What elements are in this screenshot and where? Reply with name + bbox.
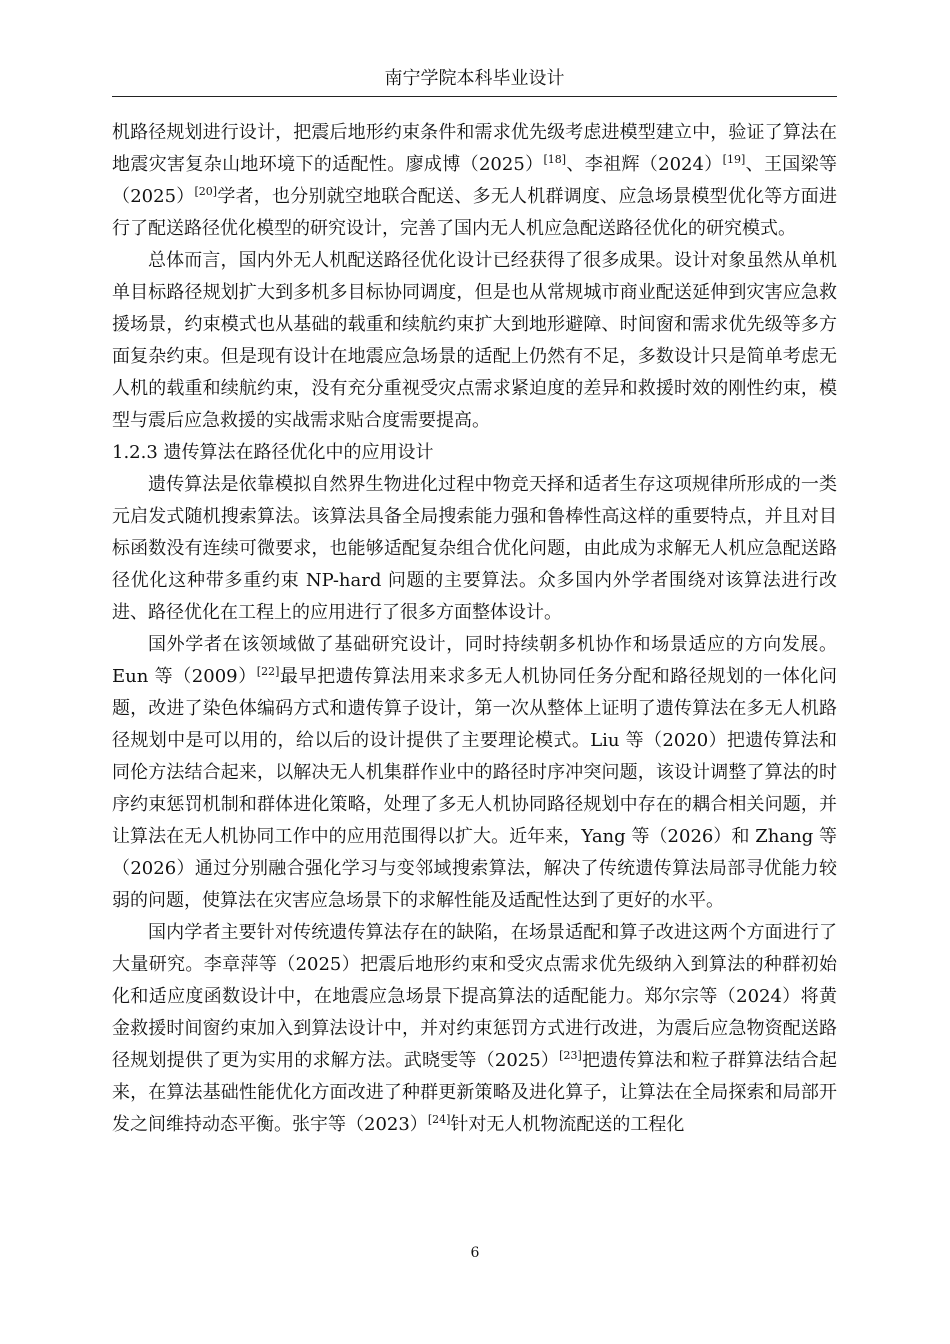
page-header: 南宁学院本科毕业设计 — [384, 68, 565, 89]
body-paragraph — [112, 245, 837, 437]
text-run: 总体而言，国内外无人机配送路径优化设计已经获得了很多成果。设计对象虽然从单机单目标路径规划扩大到多机多目标协同调度，但是也从常规城市商业配送延伸到灾害应急救援场景，约束模式也从基础的载重和续航约束扩大到地形避障、时间窗和需求优先级等多方面复杂约束。但是现有设计在地震应急场景的适配上仍然有不足，多数设计只是简单考虑无人机的载重和续航约束，没有充分重视受灾点需求紧迫度的差异和救援时效的刚性约束，模型与震后应急救援的实战需求贴合度需要提高。 — [112, 250, 837, 431]
text-run: 、李祖辉（2024） — [566, 154, 723, 175]
text-run: 学者，也分别就空地联合配送、多无人机群调度、应急场景模型优化等方面进行了配送路径优化模型的研究设计，完善了国内无人机应急配送路径优化的研究模式。 — [112, 186, 838, 239]
body-paragraph — [112, 469, 837, 629]
body-paragraph — [112, 117, 837, 245]
text-run: 针对无人机物流配送的工程化 — [450, 1114, 685, 1135]
text-run: 国外学者在该领域做了基础研究设计，同时持续朝多机协作和场景适应的方向发展。Eun 等（2009） — [112, 634, 837, 687]
header-rule — [112, 96, 837, 97]
citation-reference: [23] — [559, 1049, 582, 1062]
document-body — [112, 117, 837, 1141]
citation-reference: [24] — [427, 1113, 451, 1126]
citation-reference: [18] — [543, 153, 567, 166]
body-paragraph — [112, 917, 837, 1141]
citation-reference: [20] — [194, 185, 218, 198]
citation-reference: [19] — [722, 153, 746, 166]
text-run: 最早把遗传算法用来求多无人机协同任务分配和路径规划的一体化问题，改进了染色体编码方式和遗传算子设计，第一次从整体上证明了遗传算法在多无人机路径规划中是可以用的，给以后的设计提供了主要理论模式。Liu 等（2020）把遗传算法和同伦方法结合起来，以解决无人机集群作业中的路径时序冲突问题，该设计调整了算法的时序约束惩罚机制和群体进化策略，处理了多无人机协同路径规划中存在的耦合相关问题，并让算法在无人机协同工作中的应用范围得以扩大。近年来，Yang 等（2026）和 Zhang 等（2026）通过分别融合强化学习与变邻域搜索算法，解决了传统遗传算法局部寻优能力较弱的问题，使算法在灾害应急场景下的求解性能及适配性达到了更好的水平。 — [112, 666, 837, 911]
section-heading — [112, 437, 837, 469]
text-run: 国内学者主要针对传统遗传算法存在的缺陷，在场景适配和算子改进这两个方面进行了大量研究。李章萍等（2025）把震后地形约束和受灾点需求优先级纳入到算法的种群初始化和适应度函数设计中，在地震应急场景下提高算法的适配能力。郑尔宗等（2024）将黄金救援时间窗约束加入到算法设计中，并对约束惩罚方式进行改进，为震后应急物资配送路径规划提供了更为实用的求解方法。武晓雯等（2025） — [112, 922, 837, 1071]
text-run: 、王国梁等（2025） — [112, 154, 837, 207]
page-number: 6 — [470, 1245, 480, 1261]
text-run: 遗传算法是依靠模拟自然界生物进化过程中物竞天择和适者生存这项规律所形成的一类元启发式随机搜索算法。该算法具备全局搜索能力强和鲁棒性高这样的重要特点，并且对目标函数没有连续可微要求，也能够适配复杂组合优化问题，由此成为求解无人机应急配送路径优化这种带多重约束 NP-hard 问题的主要算法。众多国内外学者围绕对该算法进行改进、路径优化在工程上的应用进行了很多方面整体设计。 — [112, 474, 837, 623]
citation-reference: [22] — [256, 665, 280, 678]
text-run: 把遗传算法和粒子群算法结合起来，在算法基础性能优化方面改进了种群更新策略及进化算子，让算法在全局探索和局部开发之间维持动态平衡。张宇等（2023） — [112, 1050, 838, 1135]
text-run: 机路径规划进行设计，把震后地形约束条件和需求优先级考虑进模型建立中，验证了算法在地震灾害复杂山地环境下的适配性。廖成博（2025） — [112, 122, 837, 175]
body-paragraph — [112, 629, 837, 917]
text-run: 1.2.3 遗传算法在路径优化中的应用设计 — [112, 442, 434, 463]
